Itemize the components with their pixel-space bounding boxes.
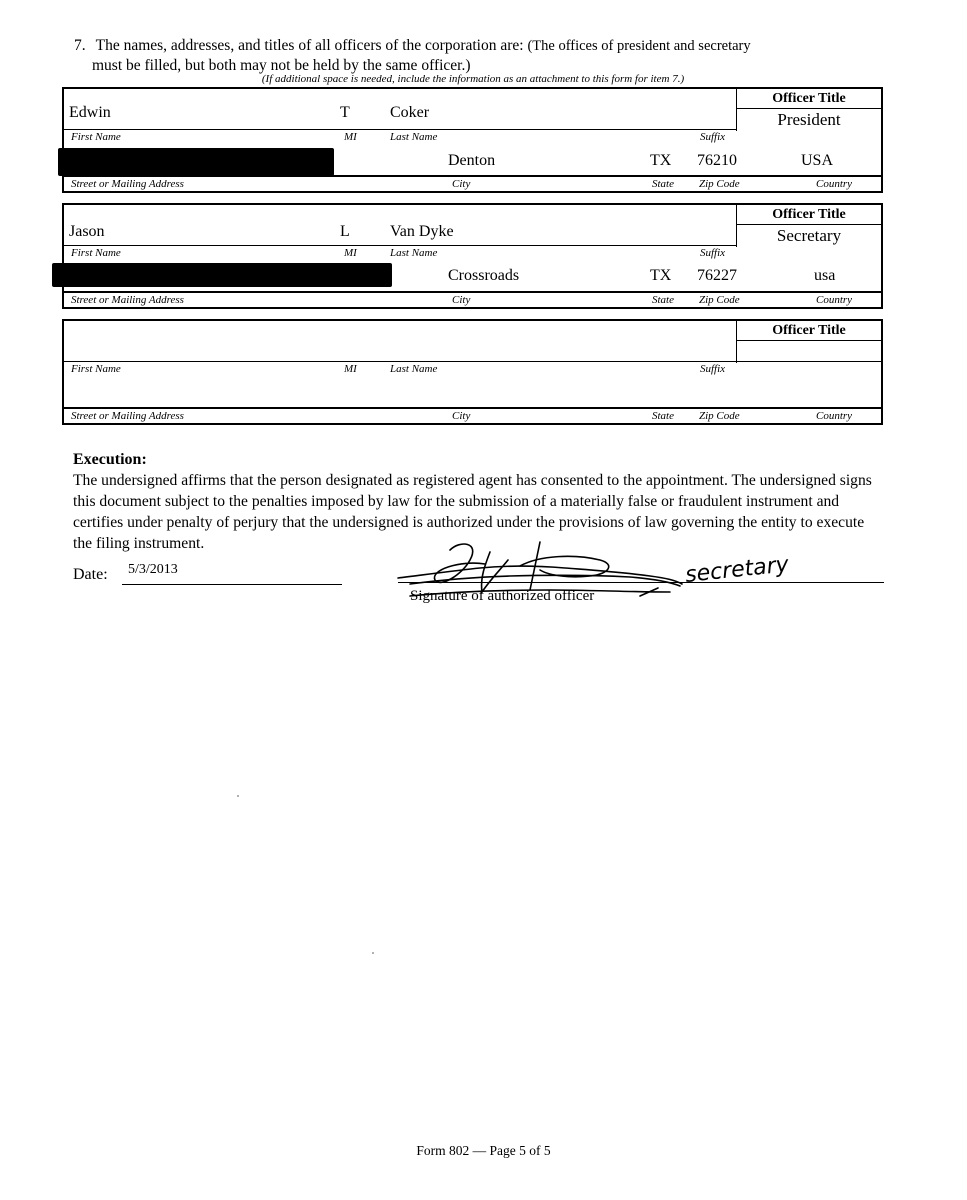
city-value[interactable]: Denton xyxy=(448,152,496,169)
officer-block-3 xyxy=(62,319,883,425)
date-label: Date: xyxy=(73,566,108,583)
scan-speck xyxy=(372,952,374,954)
first-name-value[interactable]: Edwin xyxy=(69,104,111,121)
attachment-note: (If additional space is needed, include the information as an attachment to this form for item 7.) xyxy=(261,73,685,85)
country-label: Country xyxy=(816,294,853,306)
street-label: Street or Mailing Address xyxy=(71,178,184,190)
first-name-label: First Name xyxy=(71,363,121,375)
handwritten-title: secretary xyxy=(684,552,790,588)
date-value[interactable]: 5/3/2013 xyxy=(128,562,178,577)
last-name-value[interactable]: Coker xyxy=(390,104,430,121)
last-name-label: Last Name xyxy=(390,131,438,143)
mi-label: MI xyxy=(344,247,357,259)
execution-heading: Execution: xyxy=(73,451,147,468)
officer-block-2 xyxy=(62,203,883,309)
zip-label: Zip Code xyxy=(699,178,740,190)
officer-title-box xyxy=(736,205,881,247)
officer-title-box xyxy=(736,321,881,363)
officer-title-value[interactable]: President xyxy=(777,110,841,129)
city-label: City xyxy=(452,410,471,422)
first-name-value[interactable]: Jason xyxy=(69,223,105,240)
state-label: State xyxy=(652,294,674,306)
state-value[interactable]: TX xyxy=(650,152,672,169)
name-line xyxy=(64,361,881,362)
first-name-label: First Name xyxy=(71,247,121,259)
state-label: State xyxy=(652,178,674,190)
suffix-label: Suffix xyxy=(700,131,726,143)
country-value[interactable]: USA xyxy=(801,152,834,169)
redacted-street-address xyxy=(52,263,392,287)
country-label: Country xyxy=(816,410,853,422)
address-line xyxy=(64,175,881,177)
item-number: 7. xyxy=(74,37,86,54)
zip-label: Zip Code xyxy=(699,410,740,422)
item7-main-text: The names, addresses, and titles of all officers of the corporation are: xyxy=(95,37,524,54)
address-line xyxy=(64,407,881,409)
city-label: City xyxy=(452,294,471,306)
mi-value[interactable]: L xyxy=(340,223,350,240)
date-underline xyxy=(122,584,342,585)
mi-label: MI xyxy=(344,131,357,143)
country-label: Country xyxy=(816,178,853,190)
last-name-label: Last Name xyxy=(390,363,438,375)
officer-title-label: Officer Title xyxy=(737,321,881,341)
last-name-value[interactable]: Van Dyke xyxy=(390,223,454,240)
officer-title-label: Officer Title xyxy=(737,205,881,225)
street-label: Street or Mailing Address xyxy=(71,410,184,422)
zip-value[interactable]: 76227 xyxy=(697,267,737,284)
officer-block-1 xyxy=(62,87,883,193)
item7-instructions xyxy=(74,36,894,75)
mi-label: MI xyxy=(344,363,357,375)
officer-title-value[interactable]: Secretary xyxy=(776,226,842,245)
mi-value[interactable]: T xyxy=(340,104,350,121)
country-value[interactable]: usa xyxy=(814,267,836,284)
name-line xyxy=(64,245,737,246)
city-label: City xyxy=(452,178,471,190)
item7-line2: must be filled, but both may not be held by the same officer.) xyxy=(92,57,471,74)
city-value[interactable]: Crossroads xyxy=(448,267,520,284)
street-label: Street or Mailing Address xyxy=(71,294,184,306)
page-footer: Form 802 — Page 5 of 5 xyxy=(416,1143,551,1158)
signature-label: Signature of authorized officer xyxy=(410,588,595,604)
name-line xyxy=(64,129,737,130)
suffix-label: Suffix xyxy=(700,363,726,375)
signature-underline xyxy=(398,582,884,583)
officer-title-label: Officer Title xyxy=(737,89,881,109)
item7-note-text: (The offices of president and secretary xyxy=(527,38,751,54)
zip-label: Zip Code xyxy=(699,294,740,306)
redacted-street-address xyxy=(58,148,334,176)
state-value[interactable]: TX xyxy=(650,267,672,284)
last-name-label: Last Name xyxy=(390,247,438,259)
zip-value[interactable]: 76210 xyxy=(697,152,737,169)
suffix-label: Suffix xyxy=(700,247,726,259)
first-name-label: First Name xyxy=(71,131,121,143)
state-label: State xyxy=(652,410,674,422)
officer-title-box xyxy=(736,89,881,131)
execution-text: The undersigned affirms that the person designated as registered agent has consented to the appointment. The undersigned signs this document subject to the penalties imposed by law for the submission of a materially false or fraudulent instrument and certifies under penalty of perjury that the undersigned is authorized under the provisions of law governing the entity to execute the filing instrument. xyxy=(73,472,872,552)
address-line xyxy=(64,291,881,293)
scan-speck xyxy=(237,795,239,797)
